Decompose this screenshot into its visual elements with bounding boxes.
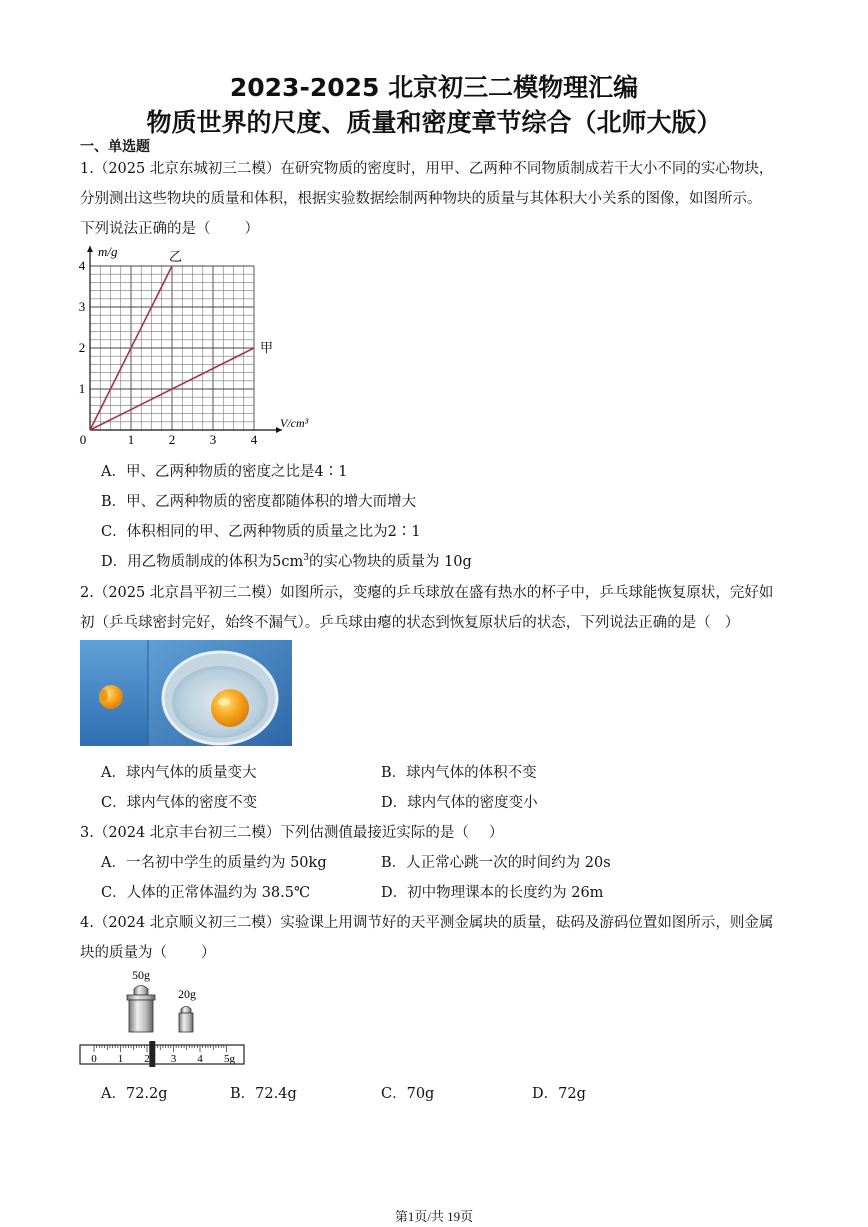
q1-option-c[interactable]: C．体积相同的甲、乙两种物质的质量之比为2∶1 (101, 524, 421, 540)
y-tick-label: 4 (78, 258, 86, 273)
page-title-line1: 2023-2025 北京初三二模物理汇编 (229, 73, 639, 102)
q3-stem: 3.（2024 北京丰台初三二模）下列估测值最接近实际的是（ (80, 825, 469, 841)
scale-tick-label: 2 (144, 1053, 150, 1065)
y-tick-label: 2 (78, 340, 86, 355)
weight-20g-label: 20g (178, 987, 196, 1001)
q1-stem-end: 下列说法正确的是（ (80, 221, 211, 237)
q3-option-c[interactable]: C．人体的正常体温约为 38.5℃ (101, 885, 311, 901)
x-tick-label: 4 (250, 432, 258, 447)
q2-option-b[interactable]: B．球内气体的体积不变 (381, 765, 537, 781)
q1-option-b[interactable]: B．甲、乙两种物质的密度都随体积的增大而增大 (101, 494, 417, 510)
scale-tick-label: 5g (224, 1053, 235, 1065)
q4-option-c[interactable]: C．70g (381, 1086, 435, 1102)
q4-option-d[interactable]: D．72g (532, 1086, 586, 1102)
scale-tick-label: 0 (91, 1053, 97, 1065)
page-title-line2: 物质世界的尺度、质量和密度章节综合（北师大版） (146, 108, 722, 137)
y-axis-arrow (87, 246, 93, 252)
q1-text-line1: 1.（2025 北京东城初三二模）在研究物质的密度时，用甲、乙两种不同物质制成若干大小不同的实心物块， (80, 161, 774, 177)
q4-stem-end: 块的质量为（ (80, 945, 167, 961)
x-tick-label: 3 (209, 432, 217, 447)
q2-stem-end: 初（乒乓球密封完好，始终不漏气）。乒乓球由瘪的状态到恢复原状后的状态，下列说法正确的是（ (80, 615, 711, 631)
x-tick-label: 1 (127, 432, 135, 447)
q1-option-a[interactable]: A．甲、乙两种物质的密度之比是4∶1 (101, 464, 348, 480)
x-tick-label: 2 (168, 432, 176, 447)
weight-50g-label: 50g (132, 968, 150, 982)
q4-option-b[interactable]: B．72.4g (230, 1086, 297, 1102)
q3-option-a[interactable]: A．一名初中学生的质量约为 50kg (101, 855, 327, 871)
q2-paren-close: ） (724, 615, 740, 631)
series-label: 乙 (169, 249, 183, 264)
q4-text-line1: 4.（2024 北京顺义初三二模）实验课上用调节好的天平测金属块的质量，砝码及游码位置如图所示，则金属 (80, 915, 774, 931)
q3-option-b[interactable]: B．人正常心跳一次的时间约为 20s (381, 855, 611, 871)
q1-text-line3 (80, 217, 259, 238)
q1-option-d-post: 的实心物块的质量为 10g (308, 554, 472, 570)
q2-text-line2 (80, 611, 739, 632)
x-axis-label: V/cm³ (280, 416, 309, 430)
q4-text-line2 (80, 941, 216, 962)
y-tick-label: 1 (78, 381, 86, 396)
q2-option-a[interactable]: A．球内气体的质量变大 (101, 765, 257, 781)
q1-option-d[interactable] (101, 550, 472, 571)
q1-paren-close: ） (244, 221, 259, 237)
scale-tick-label: 4 (197, 1053, 203, 1065)
q2-option-d[interactable]: D．球内气体的密度变小 (381, 795, 538, 811)
scale-tick-label: 1 (117, 1053, 124, 1065)
q1-mass-volume-chart (70, 238, 330, 453)
y-tick-label: 3 (78, 299, 86, 314)
q3-paren-close: ） (488, 825, 504, 841)
q3-text-line1 (80, 821, 503, 842)
q1-text-line2: 分别测出这些物块的质量和体积，根据实验数据绘制两种物块的质量与其体积大小关系的图像，如图所示。 (80, 191, 762, 207)
q2-text-line1: 2.（2025 北京昌平初三二模）如图所示，变瘪的乒乓球放在盛有热水的杯子中，乒乓球能恢复原状，完好如 (80, 585, 774, 601)
ping-pong-photo (80, 640, 292, 746)
page-footer: 第1页/共 19页 (394, 1209, 474, 1224)
rider (149, 1041, 155, 1067)
scale-tick-label: 3 (170, 1053, 177, 1065)
section-heading: 一、单选题 (80, 139, 150, 155)
q1-option-d-sup: 3 (303, 553, 309, 564)
balance-weights-figure (78, 965, 250, 1070)
x-tick-label: 0 (79, 432, 87, 447)
q3-option-d[interactable]: D．初中物理课本的长度约为 26m (381, 885, 604, 901)
q4-paren-close: ） (201, 945, 216, 961)
q1-option-d-pre: D．用乙物质制成的体积为5cm (101, 554, 304, 570)
series-label: 甲 (260, 340, 274, 355)
q4-option-a[interactable]: A．72.2g (101, 1086, 168, 1102)
q2-option-c[interactable]: C．球内气体的密度不变 (101, 795, 258, 811)
y-axis-label: m/g (98, 244, 118, 259)
